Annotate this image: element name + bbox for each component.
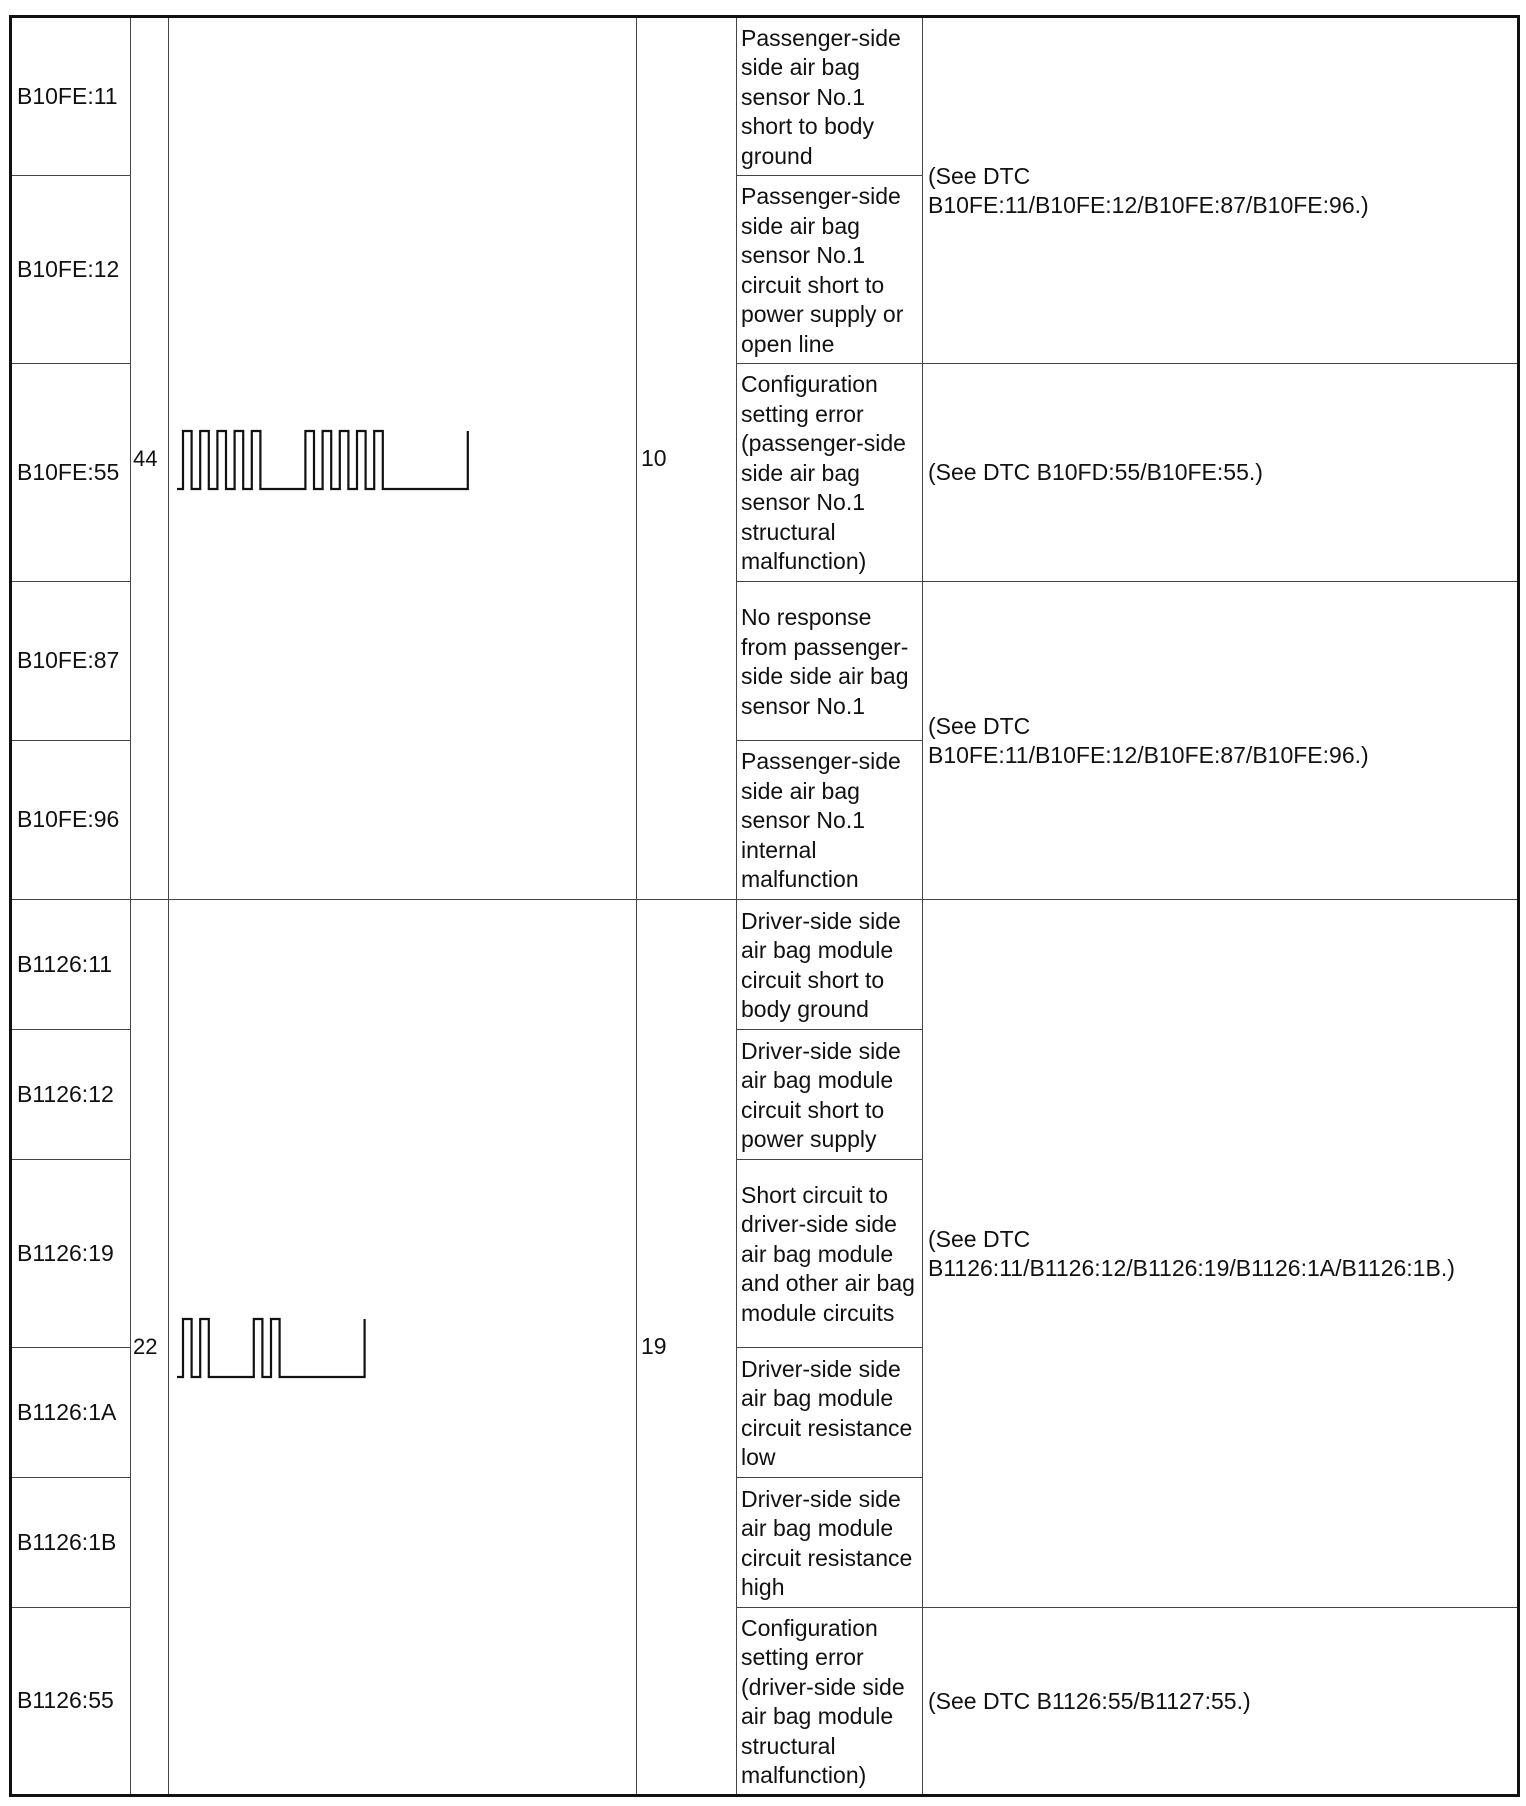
dtc-code: B1126:19 (11, 1160, 131, 1348)
dtc-description: Passenger-side side air bag sensor No.1 short to body ground (737, 17, 923, 176)
dtc-code: B10FE:96 (11, 741, 131, 900)
dtc-description: Driver-side side air bag module circuit resistance low (737, 1348, 923, 1478)
pulse-waveform-icon (169, 419, 637, 499)
dtc-reference (923, 17, 1519, 364)
flash-count: 44 (131, 17, 169, 900)
table-row (11, 17, 1519, 176)
pulse-waveform-44-flashes (177, 431, 468, 489)
dtc-code: B1126:12 (11, 1030, 131, 1160)
reference-text: (See DTC B10FE:11/B10FE:12/B10FE:87/B10FE:96.) (928, 712, 1369, 768)
dtc-code: B10FE:11 (11, 17, 131, 176)
dtc-reference (923, 1608, 1519, 1796)
dtc-code: B1126:1B (11, 1478, 131, 1608)
dtc-code: B10FE:12 (11, 176, 131, 364)
dtc-description: Configuration setting error (passenger-side side air bag sensor No.1 structural malfunction) (737, 364, 923, 582)
dtc-description: Short circuit to driver-side side air bag module and other air bag module circuits (737, 1160, 923, 1348)
dtc-code: B1126:11 (11, 900, 131, 1030)
dtc-description: Driver-side side air bag module circuit short to body ground (737, 900, 923, 1030)
dtc-description: Driver-side side air bag module circuit resistance high (737, 1478, 923, 1608)
dtc-code: B10FE:55 (11, 364, 131, 582)
dtc-description: Passenger-side side air bag sensor No.1 internal malfunction (737, 741, 923, 900)
dtc-description: Configuration setting error (driver-side side air bag module structural malfunction) (737, 1608, 923, 1796)
location-number: 19 (637, 900, 737, 1796)
dtc-description: Passenger-side side air bag sensor No.1 circuit short to power supply or open line (737, 176, 923, 364)
waveform-cell (169, 900, 637, 1796)
dtc-reference (923, 900, 1519, 1608)
waveform-cell (169, 17, 637, 900)
dtc-code: B1126:1A (11, 1348, 131, 1478)
location-number: 10 (637, 17, 737, 900)
dtc-reference (923, 364, 1519, 582)
reference-text: (See DTC B10FD:55/B10FE:55.) (928, 459, 1263, 485)
dtc-code: B10FE:87 (11, 582, 131, 741)
dtc-code: B1126:55 (11, 1608, 131, 1796)
dtc-description: No response from passenger-side side air bag sensor No.1 (737, 582, 923, 741)
table-row (11, 900, 1519, 1030)
reference-text: (See DTC B1126:11/B1126:12/B1126:19/B1126:1A/B1126:1B.) (928, 1225, 1455, 1281)
dtc-table (9, 15, 1520, 1797)
reference-text: (See DTC B10FE:11/B10FE:12/B10FE:87/B10FE:96.) (928, 162, 1369, 218)
pulse-waveform-icon (169, 1307, 637, 1387)
reference-text: (See DTC B1126:55/B1127:55.) (928, 1687, 1251, 1714)
dtc-reference (923, 582, 1519, 900)
dtc-description: Driver-side side air bag module circuit short to power supply (737, 1030, 923, 1160)
pulse-waveform-22-flashes (177, 1319, 365, 1377)
flash-count: 22 (131, 900, 169, 1796)
